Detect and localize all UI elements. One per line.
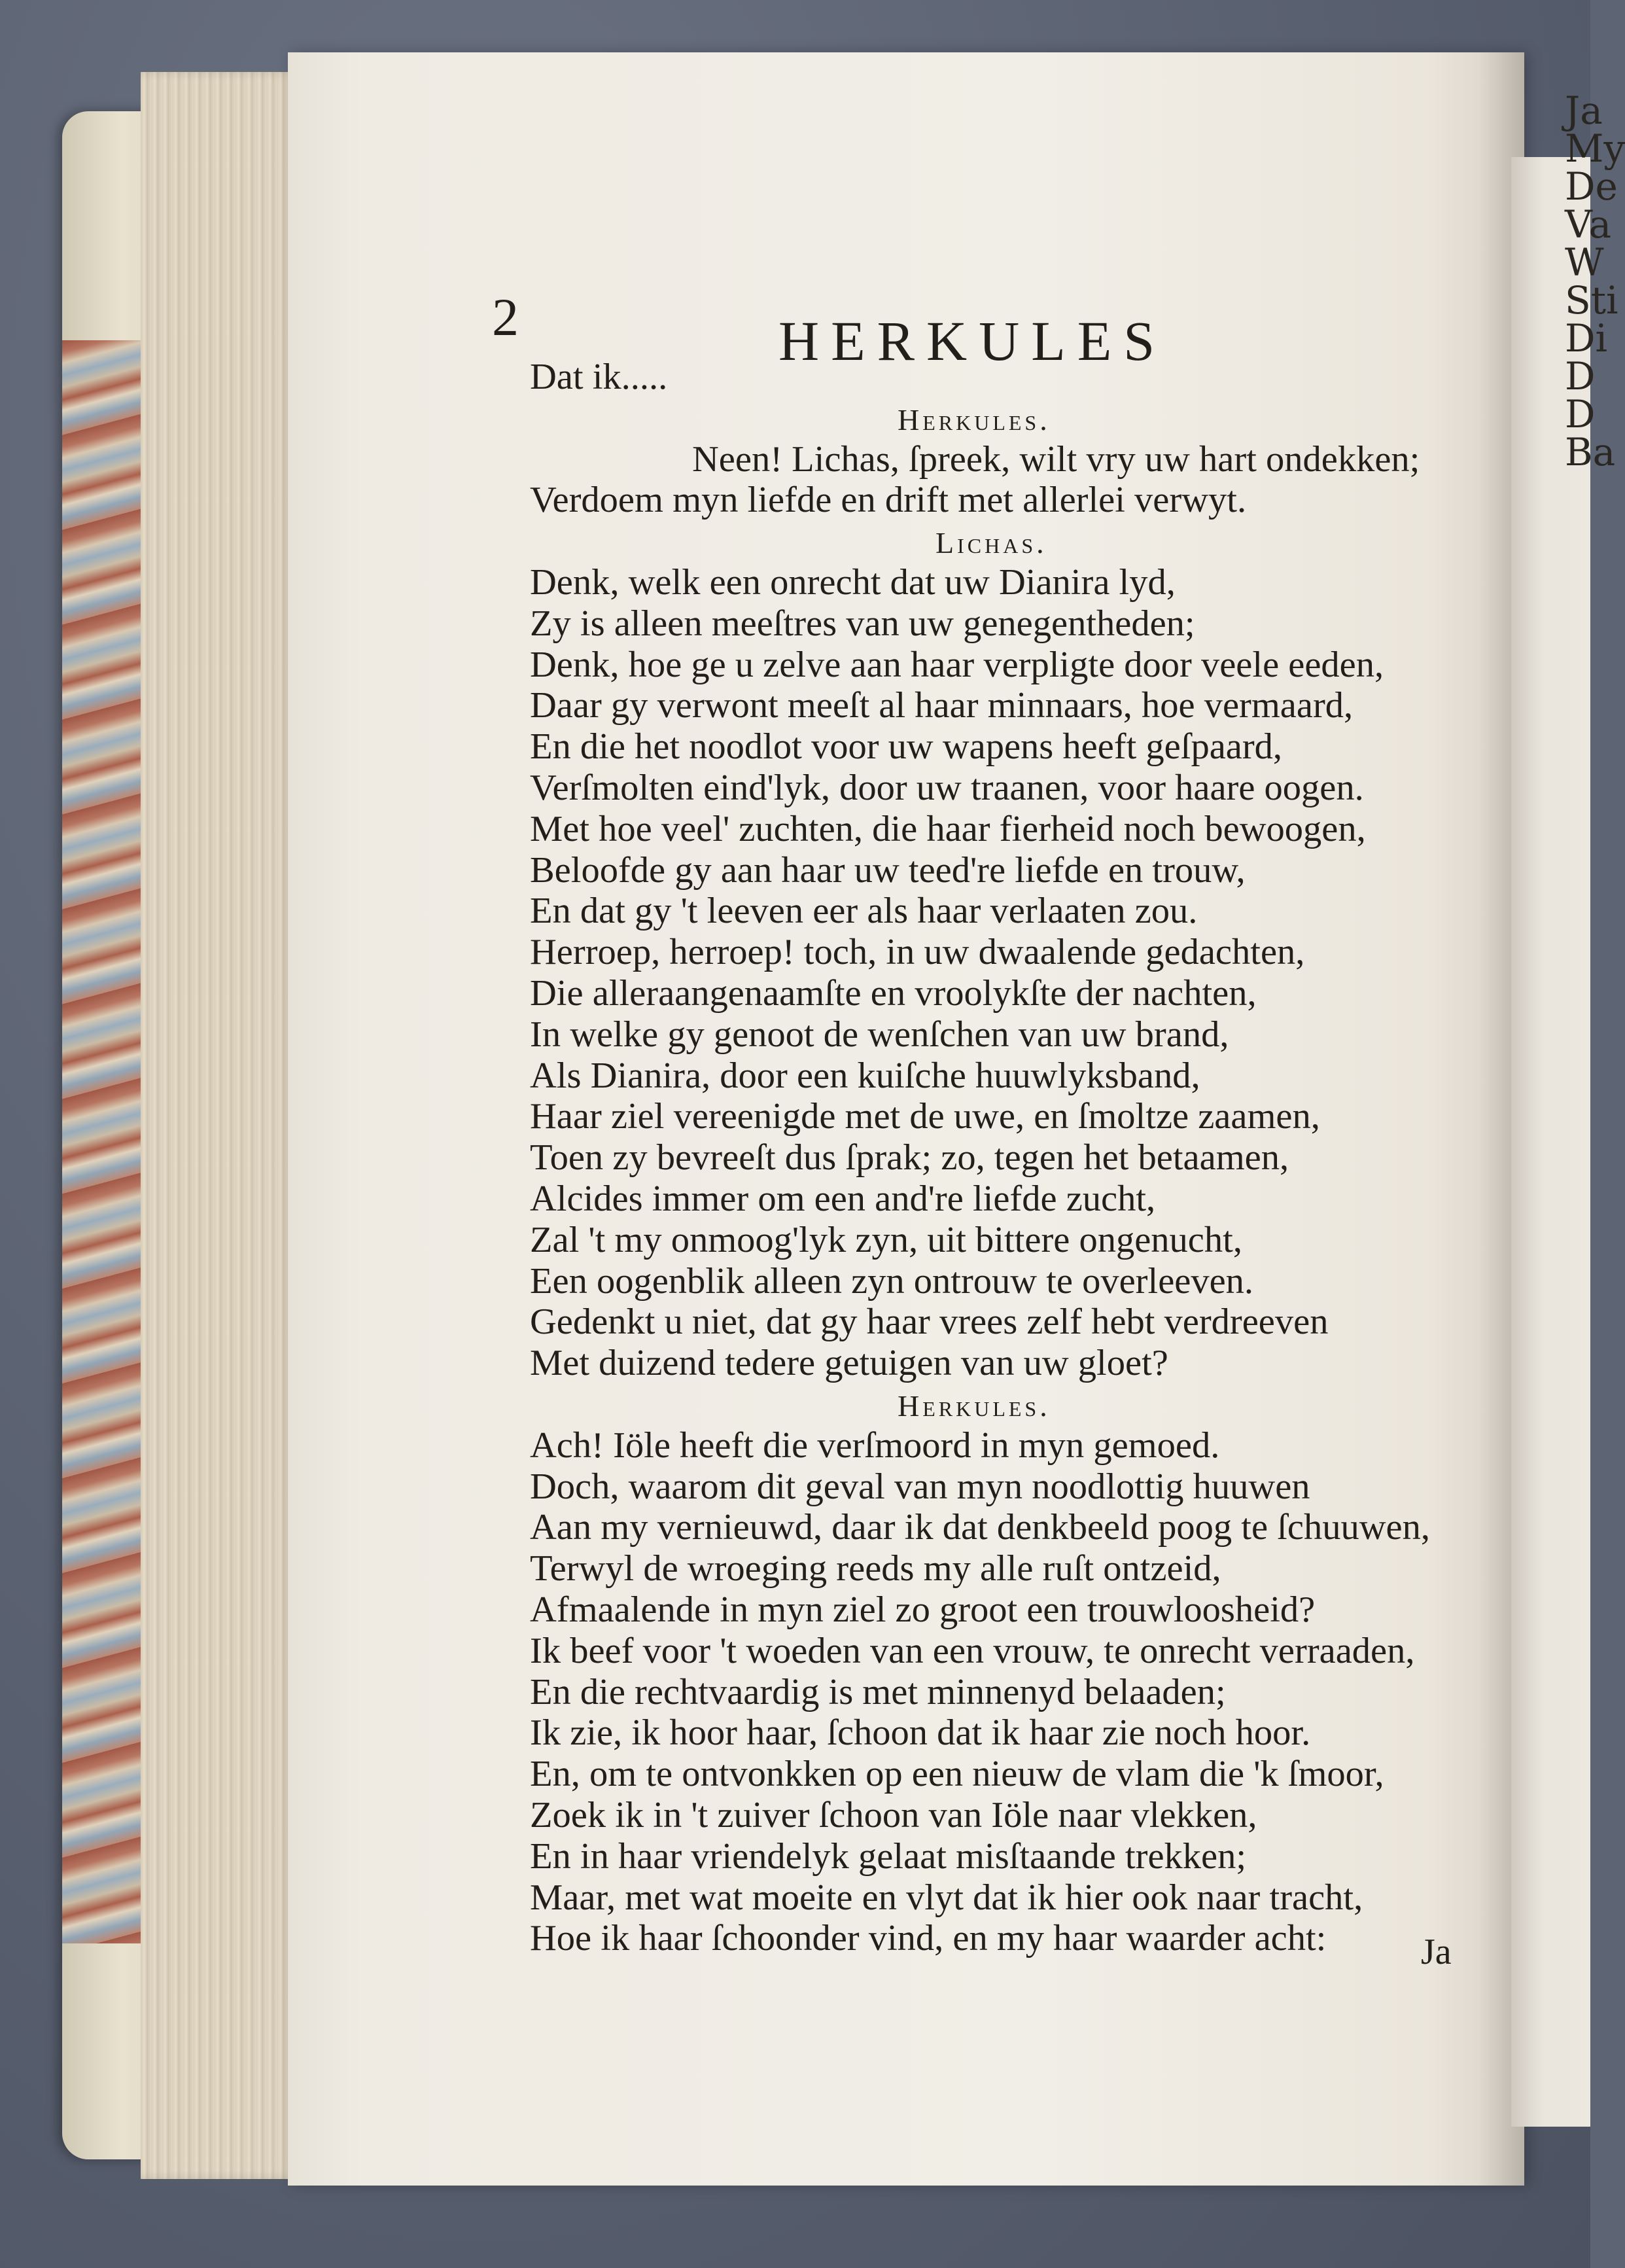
- verse-line: Zal 't my onmoog'lyk zyn, uit bittere ongenucht,: [530, 1219, 1242, 1260]
- page-fore-edge: [141, 72, 311, 2179]
- verse-line: Dat ik.....: [530, 357, 668, 397]
- verse-line: Maar, met wat moeite en vlyt dat ik hier ook naar tracht,: [530, 1877, 1363, 1918]
- verse-line: Beloofde gy aan haar uw teed're liefde en trouw,: [530, 849, 1246, 891]
- facing-line-fragment: D: [1565, 354, 1596, 399]
- verse-line: Met hoe veel' zuchten, die haar fierheid noch bewoogen,: [530, 808, 1366, 849]
- verse-line: Alcides immer om een and're liefde zucht,: [530, 1178, 1156, 1219]
- facing-line-fragment: Va: [1565, 202, 1612, 247]
- verse-line: En in haar vriendelyk gelaat misſtaande trekken;: [530, 1835, 1247, 1877]
- verse-line: Ik beef voor 't woeden van een vrouw, te onrecht verraaden,: [530, 1630, 1415, 1671]
- facing-line-fragment: Di: [1565, 316, 1608, 361]
- verse-line: Doch, waarom dit geval van myn noodlottig huuwen: [530, 1466, 1310, 1507]
- speaker-name: Lichas.: [935, 526, 1047, 560]
- verse-line: Ach! Iöle heeft die verſmoord in myn gemoed.: [530, 1425, 1220, 1466]
- verse-line: Die alleraangenaamſte en vroolykſte der nachten,: [530, 973, 1257, 1014]
- verse-line: Toen zy bevreeſt dus ſprak; zo, tegen het betaamen,: [530, 1137, 1289, 1178]
- facing-line-fragment: Sti: [1565, 278, 1618, 323]
- facing-line-fragment: Ba: [1565, 430, 1616, 474]
- verse-line: Aan my vernieuwd, daar ik dat denkbeeld poog te ſchuuwen,: [530, 1507, 1430, 1548]
- facing-line-fragment: Ja: [1565, 88, 1603, 133]
- verse-line: Daar gy verwont meeſt al haar minnaars, hoe vermaard,: [530, 685, 1354, 726]
- verse-line: En, om te ontvonkken op een nieuw de vlam die 'k ſmoor,: [530, 1754, 1384, 1795]
- facing-line-fragment: W: [1565, 240, 1604, 285]
- verse-line: In welke gy genoot de wenſchen van uw brand,: [530, 1014, 1229, 1055]
- verse-line: Als Dianira, door een kuiſche huuwlyksband,: [530, 1055, 1200, 1096]
- running-head: HERKULES: [778, 310, 1167, 372]
- catchword: Ja: [1421, 1932, 1452, 1972]
- verse-line: Haar ziel vereenigde met de uwe, en ſmoltze zaamen,: [530, 1096, 1320, 1137]
- speaker-name: Herkules.: [898, 1389, 1051, 1423]
- verse-line: Denk, welk een onrecht dat uw Dianira lyd,: [530, 562, 1176, 603]
- verse-line: Zoek ik in 't zuiver ſchoon van Iöle naar vlekken,: [530, 1795, 1257, 1835]
- verse-line: Gedenkt u niet, dat gy haar vrees zelf hebt verdreeven: [530, 1302, 1329, 1343]
- facing-line-fragment: De: [1565, 164, 1618, 209]
- facing-line-fragment: My: [1565, 126, 1625, 171]
- verse-line: Afmaalende in myn ziel zo groot een trouwloosheid?: [530, 1589, 1316, 1630]
- verse-line: Verdoem myn liefde en drift met allerlei verwyt.: [530, 480, 1247, 521]
- verse-line: En die het noodlot voor uw wapens heeft geſpaard,: [530, 726, 1283, 768]
- verse-line: En dat gy 't leeven eer als haar verlaaten zou.: [530, 891, 1198, 932]
- verse-line: Terwyl de wroeging reeds my alle ruſt ontzeid,: [530, 1548, 1221, 1589]
- verse-line: Verſmolten eind'lyk, door uw traanen, voor haare oogen.: [530, 768, 1364, 808]
- verse-line: Ik zie, ik hoor haar, ſchoon dat ik haar zie noch hoor.: [530, 1712, 1311, 1754]
- verse-line: Zy is alleen meeſtres van uw genegentheden;: [530, 603, 1195, 644]
- speaker-name: Herkules.: [898, 402, 1051, 436]
- verse-line: Denk, hoe ge u zelve aan haar verpligte door veele eeden,: [530, 644, 1384, 685]
- verse-line: Hoe ik haar ſchoonder vind, en my haar waarder acht:: [530, 1918, 1327, 1959]
- verse-line: En die rechtvaardig is met minnenyd belaaden;: [530, 1671, 1226, 1712]
- verse-line: Herroep, herroep! toch, in uw dwaalende gedachten,: [530, 932, 1305, 973]
- marbled-endpaper: [62, 340, 151, 1943]
- verse-line: Met duizend tedere getuigen van uw gloet?: [530, 1343, 1168, 1384]
- facing-line-fragment: D: [1565, 392, 1596, 436]
- page-number: 2: [492, 287, 519, 347]
- verse-line: Neen! Lichas, ſpreek, wilt vry uw hart ondekken;: [692, 438, 1420, 480]
- verse-line: Een oogenblik alleen zyn ontrouw te overleeven.: [530, 1260, 1254, 1302]
